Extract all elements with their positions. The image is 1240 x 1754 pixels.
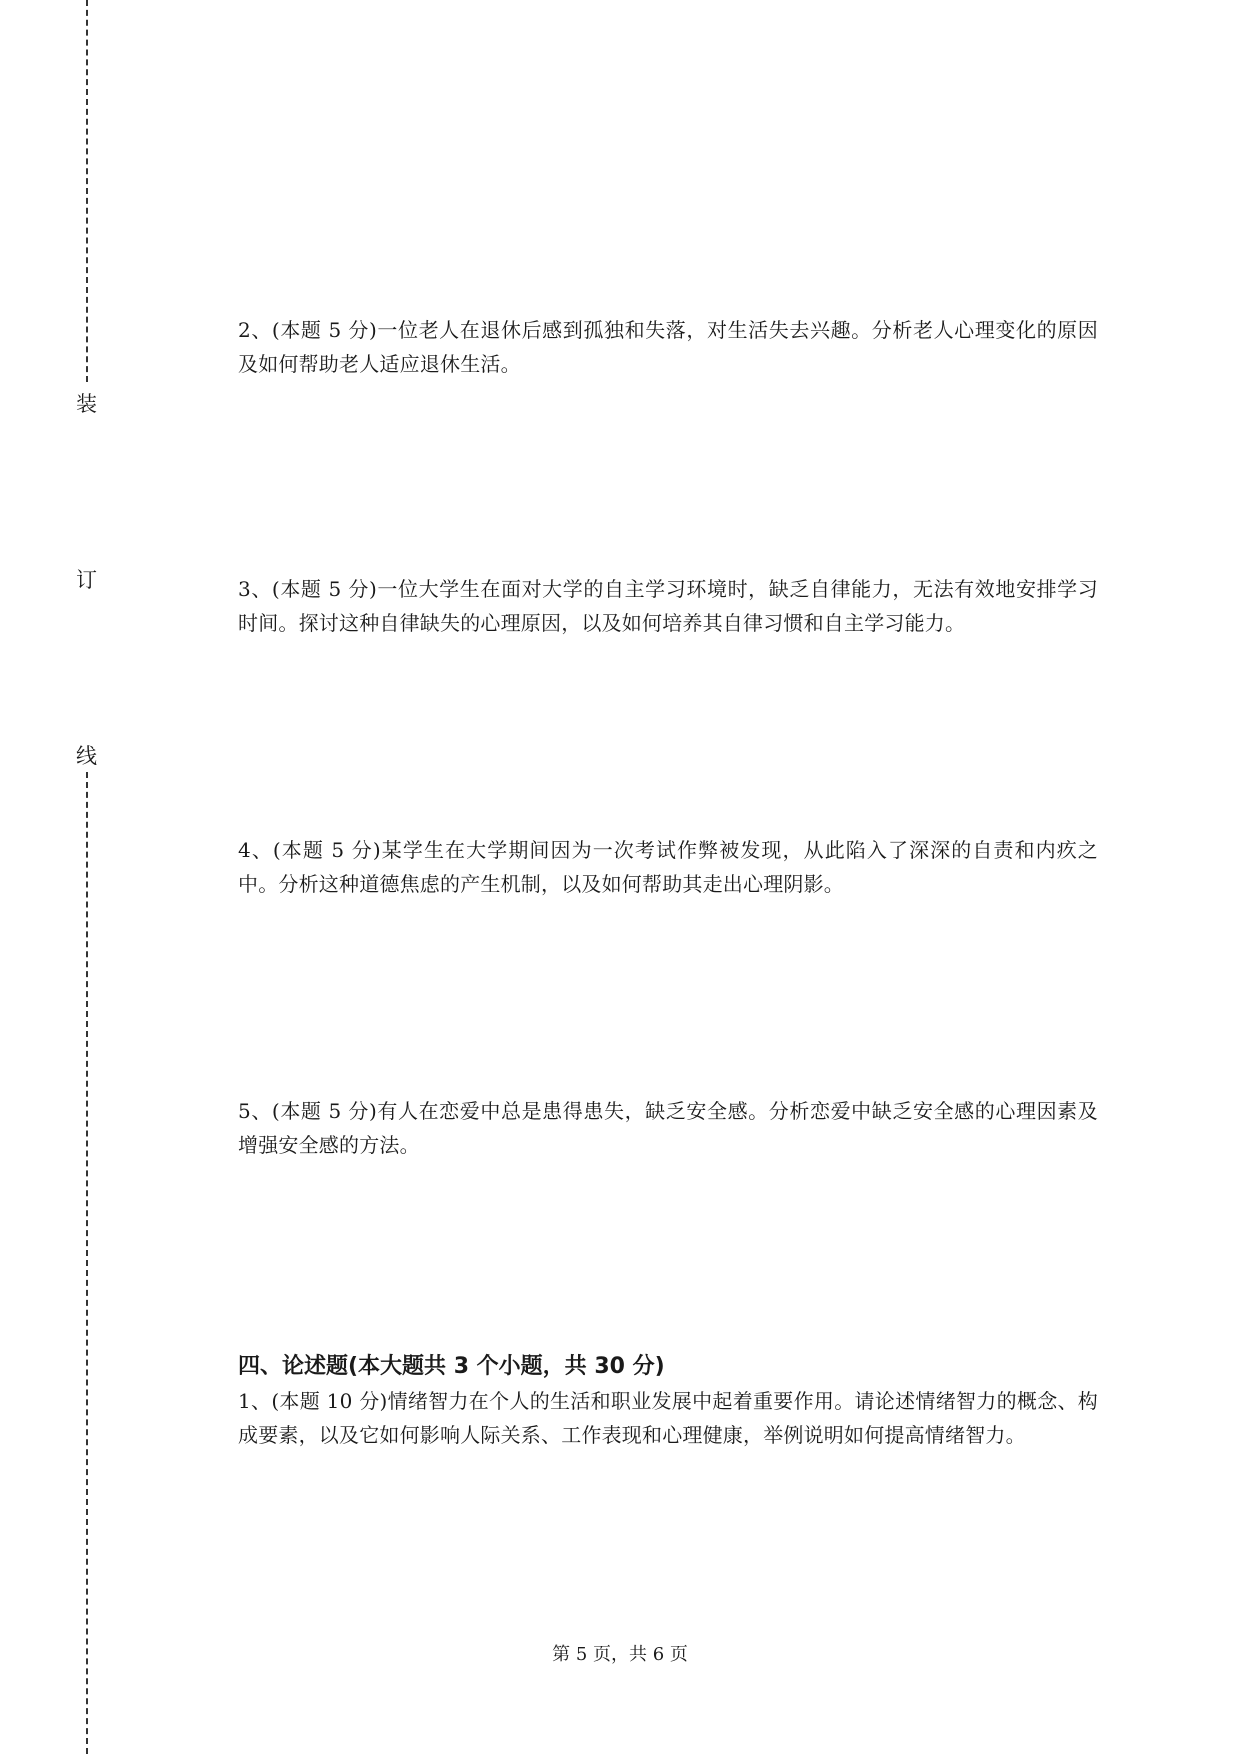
binding-dashed-line-top bbox=[86, 0, 88, 382]
question-3-3: 3、(本题 5 分)一位大学生在面对大学的自主学习环境时，缺乏自律能力，无法有效地安排学习时间。探讨这种自律缺失的心理原因，以及如何培养其自律习惯和自主学习能力。 bbox=[238, 577, 1098, 635]
page-number-footer: 第 5 页，共 6 页 bbox=[552, 1644, 688, 1665]
binding-label-xian: 线 bbox=[76, 744, 97, 768]
question-4-1: 1、(本题 10 分)情绪智力在个人的生活和职业发展中起着重要作用。请论述情绪智力的概念、构成要素，以及它如何影响人际关系、工作表现和心理健康，举例说明如何提高情绪智力。 bbox=[238, 1389, 1098, 1447]
question-3-5: 5、(本题 5 分)有人在恋爱中总是患得患失，缺乏安全感。分析恋爱中缺乏安全感的心理因素及增强安全感的方法。 bbox=[238, 1099, 1098, 1157]
binding-dashed-line-bottom bbox=[86, 772, 88, 1754]
question-3-4: 4、(本题 5 分)某学生在大学期间因为一次考试作弊被发现，从此陷入了深深的自责和内疚之中。分析这种道德焦虑的产生机制，以及如何帮助其走出心理阴影。 bbox=[238, 838, 1098, 896]
question-3-2: 2、(本题 5 分)一位老人在退休后感到孤独和失落，对生活失去兴趣。分析老人心理变化的原因及如何帮助老人适应退休生活。 bbox=[238, 318, 1098, 376]
binding-label-ding: 订 bbox=[76, 568, 97, 592]
binding-label-zhuang: 装 bbox=[76, 392, 97, 416]
section-4-heading: 四、论述题(本大题共 3 个小题，共 30 分) bbox=[238, 1354, 665, 1379]
